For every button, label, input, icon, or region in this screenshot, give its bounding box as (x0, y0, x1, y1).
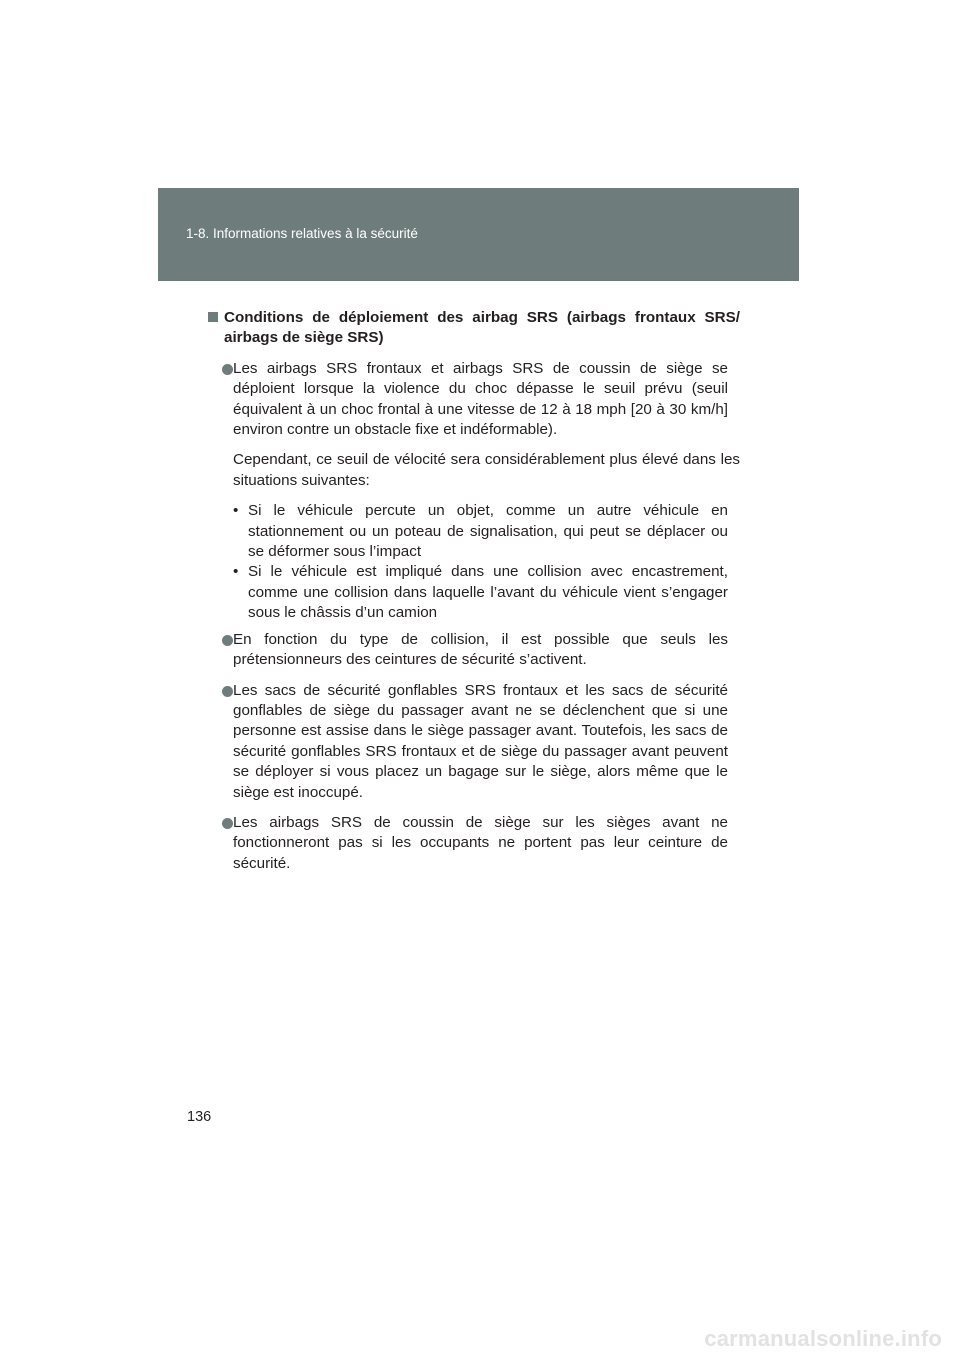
sub-list (208, 501, 740, 623)
bullet-item (208, 359, 740, 441)
round-bullet-icon (222, 686, 233, 697)
sub-list-item (208, 562, 740, 623)
bullet-item-text: En fonction du type de collision, il est possible que seuls les prétensionneurs des ceintures de sécurité s’activent. (233, 630, 728, 669)
bullet-item (208, 681, 740, 803)
section-title: 1-8. Informations relatives à la sécurité (186, 226, 418, 241)
sub-list-item-text: Si le véhicule est impliqué dans une collision avec encastrement, comme une collision dans laquelle l’avant du véhicule vient s’engager sous le châssis d’un camion (248, 563, 728, 622)
paragraph: Cependant, ce seuil de vélocité sera considérablement plus élevé dans les situations suivantes: (233, 451, 740, 489)
bullet-item (208, 630, 740, 671)
bullet-item-text: Les sacs de sécurité gonflables SRS frontaux et les sacs de sécurité gonflables de siège du passager avant ne se déclenchent que si une personne est assise dans le siège passager avant. Toutefois, les sacs de sécurité gonflables SRS frontaux et de siège du passager avant peuvent se déployer si vous placez un bagage sur le siège, alors même que le siège est inoccupé. (233, 681, 728, 801)
round-bullet-icon (222, 635, 233, 646)
round-bullet-icon (222, 364, 233, 375)
sub-list-item (208, 501, 740, 562)
bullet-item-text: Les airbags SRS frontaux et airbags SRS de coussin de siège se déploient lorsque la violence du choc dépasse le seuil prévu (seuil équivalent à un choc frontal à une vitesse de 12 à 18 mph [20 à 30 km/h] environ contre un obstacle fixe et indéformable). (233, 359, 728, 439)
watermark: carmanualsonline.info (704, 1326, 942, 1351)
section-header-band (158, 188, 799, 281)
subsection-heading-text: Conditions de déploiement des airbag SRS (airbags frontaux SRS/ airbags de siège SRS) (224, 309, 740, 347)
small-bullet-icon: • (233, 502, 239, 520)
square-bullet-icon (208, 312, 218, 322)
bullet-item (208, 813, 740, 874)
round-bullet-icon (222, 818, 233, 829)
subsection-heading (208, 308, 740, 349)
page-content (208, 308, 740, 884)
page-number: 136 (187, 1109, 212, 1125)
bullet-item-text: Les airbags SRS de coussin de siège sur les sièges avant ne fonctionneront pas si les occupants ne portent pas leur ceinture de sécurité. (233, 813, 728, 872)
small-bullet-icon: • (233, 563, 239, 581)
sub-list-item-text: Si le véhicule percute un objet, comme un autre véhicule en stationnement ou un poteau de signalisation, qui peut se déplacer ou se déformer sous l’impact (248, 502, 728, 561)
